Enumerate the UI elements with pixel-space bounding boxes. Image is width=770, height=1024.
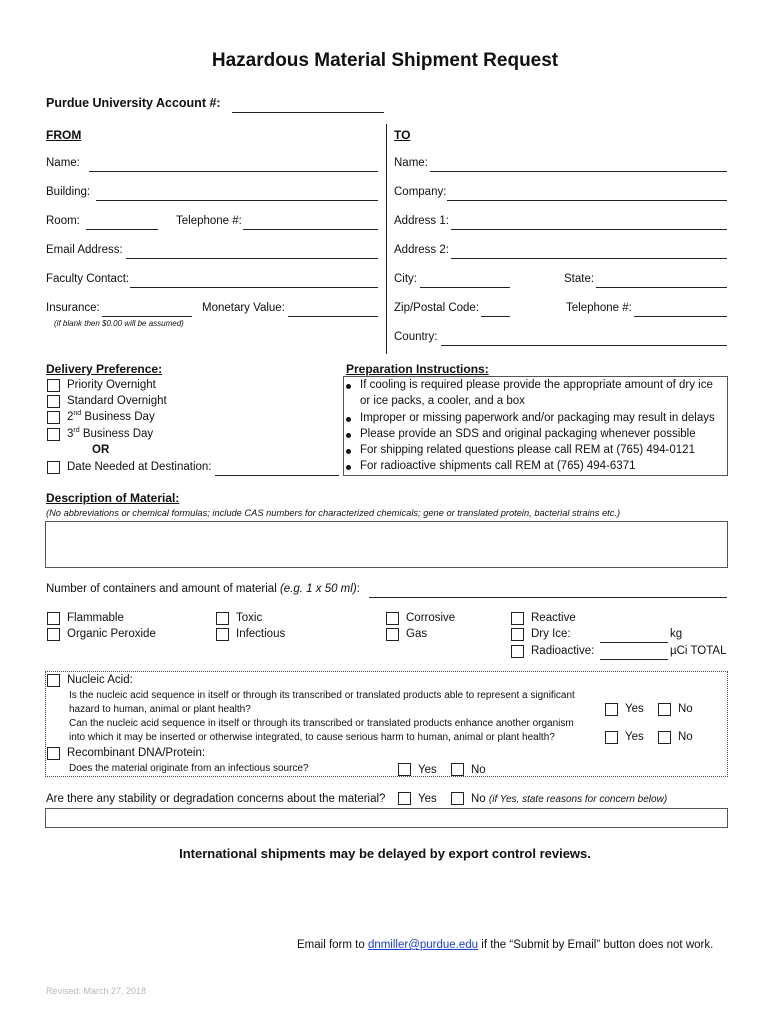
to-company-label: Company: bbox=[394, 186, 447, 198]
prep-heading: Preparation Instructions: bbox=[346, 362, 489, 376]
nucleic-q2-yes-checkbox[interactable] bbox=[605, 731, 618, 744]
recombinant-no-label: No bbox=[471, 764, 486, 776]
date-needed-label: Date Needed at Destination: bbox=[67, 461, 212, 473]
date-needed-input[interactable] bbox=[215, 464, 339, 476]
dry-ice-label: Dry Ice: bbox=[531, 628, 571, 640]
to-name-input[interactable] bbox=[430, 160, 727, 172]
from-telephone-label: Telephone #: bbox=[176, 215, 242, 227]
recombinant-yes-checkbox[interactable] bbox=[398, 763, 411, 776]
description-textarea[interactable] bbox=[45, 521, 728, 568]
nucleic-q1-yes-label: Yes bbox=[625, 703, 644, 715]
nucleic-acid-label: Nucleic Acid: bbox=[67, 674, 133, 686]
gas-checkbox[interactable] bbox=[386, 628, 399, 641]
stability-no-label: No (if Yes, state reasons for concern below) bbox=[471, 793, 668, 805]
standard-overnight-checkbox[interactable] bbox=[47, 395, 60, 408]
prep-item: For shipping related questions please call REM at (765) 494-0121 bbox=[346, 444, 695, 456]
reactive-checkbox[interactable] bbox=[511, 612, 524, 625]
date-needed-checkbox[interactable] bbox=[47, 461, 60, 474]
second-business-day-checkbox[interactable] bbox=[47, 411, 60, 424]
description-note: (No abbreviations or chemical formulas; include CAS numbers for characterized chemicals; gene or translated protein, bacterial strains etc.) bbox=[46, 508, 621, 518]
to-company-input[interactable] bbox=[447, 189, 727, 201]
from-room-input[interactable] bbox=[86, 218, 158, 230]
recombinant-label: Recombinant DNA/Protein: bbox=[67, 747, 206, 759]
from-monetary-input[interactable] bbox=[288, 305, 378, 317]
third-business-day-label: 3rd Business Day bbox=[67, 427, 154, 440]
prep-item-continued: or ice packs, a cooler, and a box bbox=[360, 395, 525, 407]
insurance-note: (if blank then $0.00 will be assumed) bbox=[54, 319, 184, 328]
gas-label: Gas bbox=[406, 628, 428, 640]
infectious-label: Infectious bbox=[236, 628, 286, 640]
to-state-label: State: bbox=[564, 273, 595, 285]
to-zip-input[interactable] bbox=[481, 305, 510, 317]
nucleic-q1-no-checkbox[interactable] bbox=[658, 703, 671, 716]
from-building-input[interactable] bbox=[96, 189, 378, 201]
column-divider bbox=[386, 124, 387, 354]
nucleic-q1-yes-checkbox[interactable] bbox=[605, 703, 618, 716]
radioactive-label: Radioactive: bbox=[531, 645, 595, 657]
containers-label: Number of containers and amount of material (e.g. 1 x 50 ml): bbox=[46, 583, 360, 595]
from-faculty-label: Faculty Contact: bbox=[46, 273, 130, 285]
corrosive-label: Corrosive bbox=[406, 612, 456, 624]
from-heading: FROM bbox=[46, 128, 82, 142]
to-address2-label: Address 2: bbox=[394, 244, 449, 256]
nucleic-q1-line1: Is the nucleic acid sequence in itself or through its transcribed or translated products able to represent a significant bbox=[69, 690, 575, 701]
nucleic-q2-no-label: No bbox=[678, 731, 693, 743]
to-address2-input[interactable] bbox=[451, 247, 727, 259]
recombinant-no-checkbox[interactable] bbox=[451, 763, 464, 776]
to-city-label: City: bbox=[394, 273, 417, 285]
or-label: OR bbox=[92, 444, 110, 456]
flammable-label: Flammable bbox=[67, 612, 124, 624]
nucleic-q2-no-checkbox[interactable] bbox=[658, 731, 671, 744]
dry-ice-checkbox[interactable] bbox=[511, 628, 524, 641]
from-building-label: Building: bbox=[46, 186, 91, 198]
corrosive-checkbox[interactable] bbox=[386, 612, 399, 625]
email-link[interactable]: dnmiller@purdue.edu bbox=[367, 939, 479, 951]
nucleic-q1-line2: hazard to human, animal or plant health? bbox=[69, 704, 251, 715]
to-address1-label: Address 1: bbox=[394, 215, 449, 227]
stability-reasons-input[interactable] bbox=[45, 808, 728, 828]
to-country-input[interactable] bbox=[441, 334, 727, 346]
to-heading: TO bbox=[394, 128, 411, 142]
organic-peroxide-checkbox[interactable] bbox=[47, 628, 60, 641]
recombinant-q3: Does the material originate from an infectious source? bbox=[69, 763, 309, 774]
description-heading: Description of Material: bbox=[46, 491, 180, 505]
from-email-label: Email Address: bbox=[46, 244, 123, 256]
flammable-checkbox[interactable] bbox=[47, 612, 60, 625]
to-city-input[interactable] bbox=[420, 276, 510, 288]
radioactive-input[interactable] bbox=[600, 648, 668, 660]
standard-overnight-label: Standard Overnight bbox=[67, 395, 167, 407]
containers-input[interactable] bbox=[369, 586, 727, 598]
dry-ice-input[interactable] bbox=[600, 631, 668, 643]
stability-yes-label: Yes bbox=[418, 793, 437, 805]
third-business-day-checkbox[interactable] bbox=[47, 428, 60, 441]
second-business-day-label: 2nd Business Day bbox=[67, 410, 155, 423]
infectious-checkbox[interactable] bbox=[216, 628, 229, 641]
to-name-label: Name: bbox=[394, 157, 428, 169]
recombinant-checkbox[interactable] bbox=[47, 747, 60, 760]
to-address1-input[interactable] bbox=[451, 218, 727, 230]
prep-item: For radioactive shipments call REM at (765) 494-6371 bbox=[346, 460, 636, 472]
from-name-input[interactable] bbox=[89, 160, 378, 172]
from-insurance-label: Insurance: bbox=[46, 302, 100, 314]
radioactive-checkbox[interactable] bbox=[511, 645, 524, 658]
from-faculty-input[interactable] bbox=[130, 276, 378, 288]
email-instruction: Email form to dnmiller@purdue.edu if the “Submit by Email” button does not work. bbox=[297, 939, 714, 951]
priority-overnight-label: Priority Overnight bbox=[67, 379, 156, 391]
from-email-input[interactable] bbox=[126, 247, 378, 259]
to-telephone-label: Telephone #: bbox=[566, 302, 632, 314]
from-room-label: Room: bbox=[46, 215, 80, 227]
toxic-checkbox[interactable] bbox=[216, 612, 229, 625]
nucleic-q2-line1: Can the nucleic acid sequence in itself or through its transcribed or translated products enhance another organism bbox=[69, 718, 574, 729]
prep-item: Improper or missing paperwork and/or packaging may result in delays bbox=[346, 412, 715, 424]
account-input[interactable] bbox=[232, 101, 384, 113]
from-insurance-input[interactable] bbox=[102, 305, 192, 317]
to-zip-label: Zip/Postal Code: bbox=[394, 302, 480, 314]
from-name-label: Name: bbox=[46, 157, 80, 169]
nucleic-acid-checkbox[interactable] bbox=[47, 674, 60, 687]
from-telephone-input[interactable] bbox=[243, 218, 378, 230]
organic-peroxide-label: Organic Peroxide bbox=[67, 628, 156, 640]
stability-question: Are there any stability or degradation concerns about the material? bbox=[46, 793, 386, 805]
stability-no-checkbox[interactable] bbox=[451, 792, 464, 805]
to-telephone-input[interactable] bbox=[634, 305, 727, 317]
uci-unit: µCi TOTAL bbox=[670, 645, 727, 657]
recombinant-yes-label: Yes bbox=[418, 764, 437, 776]
nucleic-q2-line2: into which it may be inserted or otherwise integrated, to cause serious harm to human, animal or plant health? bbox=[69, 732, 555, 743]
prep-item: Please provide an SDS and original packaging whenever possible bbox=[346, 428, 696, 440]
to-state-input[interactable] bbox=[596, 276, 727, 288]
export-notice: International shipments may be delayed by export control reviews. bbox=[179, 846, 591, 861]
nucleic-q2-yes-label: Yes bbox=[625, 731, 644, 743]
priority-overnight-checkbox[interactable] bbox=[47, 379, 60, 392]
revised-date: Revised: March 27, 2018 bbox=[46, 986, 147, 996]
prep-item: If cooling is required please provide the appropriate amount of dry ice bbox=[346, 379, 713, 391]
to-country-label: Country: bbox=[394, 331, 438, 343]
delivery-heading: Delivery Preference: bbox=[46, 362, 163, 376]
from-monetary-label: Monetary Value: bbox=[202, 302, 285, 314]
kg-unit: kg bbox=[670, 628, 683, 640]
page-title: Hazardous Material Shipment Request bbox=[211, 50, 559, 71]
nucleic-q1-no-label: No bbox=[678, 703, 693, 715]
account-label: Purdue University Account #: bbox=[46, 96, 221, 110]
reactive-label: Reactive bbox=[531, 612, 576, 624]
stability-yes-checkbox[interactable] bbox=[398, 792, 411, 805]
toxic-label: Toxic bbox=[236, 612, 263, 624]
